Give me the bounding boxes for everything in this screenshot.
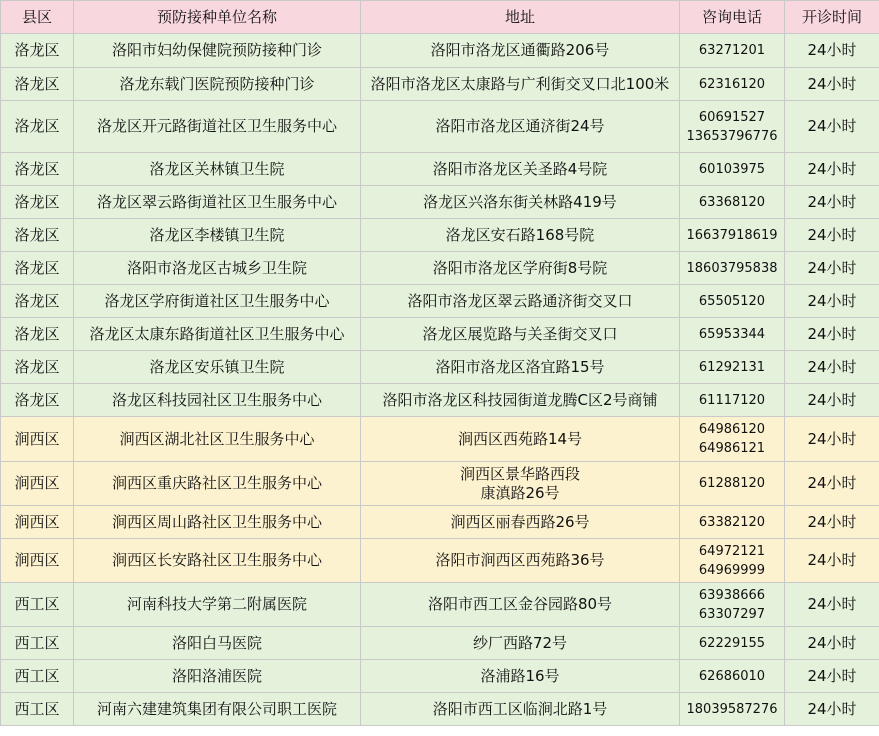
phone-cell <box>680 417 785 462</box>
address-cell <box>361 583 680 627</box>
phone-number: 63382120 <box>698 514 766 530</box>
site-name-cell: 河南六建建筑集团有限公司职工医院 <box>74 693 361 726</box>
site-name-cell: 涧西区湖北社区卫生服务中心 <box>74 417 361 462</box>
address-line: 涧西区西苑路14号 <box>457 429 583 448</box>
hours-cell: 24小时 <box>785 539 879 583</box>
phone-cell <box>680 34 785 68</box>
hours-cell: 24小时 <box>785 351 879 384</box>
phone-number: 60691527 <box>698 109 766 125</box>
address-cell <box>361 693 680 726</box>
table-row <box>1 506 879 539</box>
phone-cell <box>680 384 785 417</box>
address-line: 洛阳市洛龙区关圣路4号院 <box>432 159 608 178</box>
district-cell: 洛龙区 <box>1 219 74 252</box>
site-name-cell: 洛龙区关林镇卫生院 <box>74 153 361 186</box>
phone-number: 63271201 <box>698 43 766 58</box>
site-name-cell: 涧西区长安路社区卫生服务中心 <box>74 539 361 583</box>
phone-number: 16637918619 <box>686 227 778 243</box>
site-name-cell: 洛龙东载门医院预防接种门诊 <box>74 68 361 101</box>
site-name-cell: 洛阳市妇幼保健院预防接种门诊 <box>74 34 361 68</box>
site-name-cell: 洛龙区太康东路街道社区卫生服务中心 <box>74 318 361 351</box>
address-cell <box>361 627 680 660</box>
site-name-cell: 洛龙区学府街道社区卫生服务中心 <box>74 285 361 318</box>
hours-cell: 24小时 <box>785 627 879 660</box>
header-hours: 开诊时间 <box>785 1 879 34</box>
address-line: 洛浦路16号 <box>480 666 560 685</box>
phone-cell <box>680 101 785 153</box>
header-district: 县区 <box>1 1 74 34</box>
phone-number: 62316120 <box>698 76 766 92</box>
table-row <box>1 539 879 583</box>
district-cell: 洛龙区 <box>1 34 74 68</box>
address-line: 洛阳市洛龙区翠云路通济街交叉口 <box>407 291 633 310</box>
district-cell: 洛龙区 <box>1 384 74 417</box>
phone-number: 65953344 <box>698 326 766 342</box>
table-row <box>1 285 879 318</box>
site-name-cell: 洛龙区科技园社区卫生服务中心 <box>74 384 361 417</box>
address-line: 洛阳市洛龙区科技园街道龙腾C区2号商铺 <box>382 390 658 409</box>
phone-number: 62229155 <box>698 635 766 651</box>
district-cell: 洛龙区 <box>1 318 74 351</box>
table-row <box>1 583 879 627</box>
phone-cell <box>680 68 785 101</box>
phone-number: 61292131 <box>698 359 766 375</box>
site-name-cell: 涧西区重庆路社区卫生服务中心 <box>74 462 361 506</box>
phone-number: 61288120 <box>698 476 766 491</box>
district-cell: 洛龙区 <box>1 153 74 186</box>
site-name-cell: 洛阳白马医院 <box>74 627 361 660</box>
district-cell: 洛龙区 <box>1 186 74 219</box>
address-line: 洛阳市涧西区西苑路36号 <box>435 551 605 569</box>
site-name-cell: 洛龙区开元路街道社区卫生服务中心 <box>74 101 361 153</box>
header-site-name: 预防接种单位名称 <box>74 1 361 34</box>
header-address: 地址 <box>361 1 680 34</box>
phone-cell <box>680 462 785 506</box>
phone-number: 60103975 <box>698 161 766 177</box>
district-cell: 西工区 <box>1 660 74 693</box>
address-line: 涧西区丽春西路26号 <box>450 512 590 531</box>
table-row <box>1 462 879 506</box>
hours-cell: 24小时 <box>785 506 879 539</box>
phone-number: 63938666 <box>698 587 766 603</box>
phone-cell <box>680 539 785 583</box>
address-line: 康滇路26号 <box>480 483 560 502</box>
address-cell <box>361 68 680 101</box>
table-row <box>1 660 879 693</box>
address-cell <box>361 186 680 219</box>
address-cell <box>361 285 680 318</box>
district-cell: 涧西区 <box>1 506 74 539</box>
hours-cell: 24小时 <box>785 693 879 726</box>
phone-number: 64986120 <box>698 422 766 437</box>
hours-cell: 24小时 <box>785 417 879 462</box>
header-phone: 咨询电话 <box>680 1 785 34</box>
phone-cell <box>680 660 785 693</box>
hours-cell: 24小时 <box>785 318 879 351</box>
table-row <box>1 351 879 384</box>
hours-cell: 24小时 <box>785 153 879 186</box>
phone-cell <box>680 351 785 384</box>
phone-number: 18039587276 <box>686 701 778 717</box>
phone-number: 64972121 <box>698 543 766 559</box>
address-line: 洛阳市洛龙区通衢路206号 <box>430 41 610 59</box>
site-name-cell: 涧西区周山路社区卫生服务中心 <box>74 506 361 539</box>
hours-cell: 24小时 <box>785 34 879 68</box>
address-cell <box>361 660 680 693</box>
address-cell <box>361 506 680 539</box>
phone-number: 62686010 <box>698 668 766 684</box>
address-cell <box>361 219 680 252</box>
district-cell: 洛龙区 <box>1 68 74 101</box>
table-row <box>1 417 879 462</box>
phone-cell <box>680 318 785 351</box>
hours-cell: 24小时 <box>785 462 879 506</box>
address-line: 涧西区景华路西段 <box>459 464 580 483</box>
hours-cell: 24小时 <box>785 219 879 252</box>
table-row <box>1 318 879 351</box>
address-cell <box>361 101 680 153</box>
phone-number: 64969999 <box>698 562 766 578</box>
address-line: 洛阳市洛龙区洛宜路15号 <box>435 357 605 376</box>
site-name-cell: 洛龙区李楼镇卫生院 <box>74 219 361 252</box>
phone-number: 61117120 <box>698 392 766 408</box>
table-row <box>1 219 879 252</box>
address-line: 洛龙区兴洛东街关林路419号 <box>423 192 617 211</box>
phone-cell <box>680 219 785 252</box>
table-row <box>1 34 879 68</box>
table-row <box>1 627 879 660</box>
address-line: 洛龙区展览路与关圣街交叉口 <box>422 324 618 343</box>
phone-number: 63307297 <box>698 606 766 622</box>
hours-cell: 24小时 <box>785 101 879 153</box>
table-row <box>1 153 879 186</box>
phone-number: 65505120 <box>698 293 766 309</box>
phone-cell <box>680 285 785 318</box>
hours-cell: 24小时 <box>785 68 879 101</box>
phone-cell <box>680 153 785 186</box>
district-cell: 洛龙区 <box>1 285 74 318</box>
phone-number: 64986121 <box>698 441 766 456</box>
district-cell: 洛龙区 <box>1 252 74 285</box>
phone-cell <box>680 252 785 285</box>
phone-cell <box>680 627 785 660</box>
phone-cell <box>680 506 785 539</box>
site-name-cell: 洛阳洛浦医院 <box>74 660 361 693</box>
phone-number: 18603795838 <box>686 260 778 276</box>
address-cell <box>361 462 680 506</box>
header-row <box>1 1 879 34</box>
hours-cell: 24小时 <box>785 285 879 318</box>
site-name-cell: 洛龙区翠云路街道社区卫生服务中心 <box>74 186 361 219</box>
address-cell <box>361 351 680 384</box>
address-line: 洛阳市西工区金谷园路80号 <box>427 595 613 613</box>
table-body <box>1 34 879 726</box>
hours-cell: 24小时 <box>785 384 879 417</box>
table-row <box>1 252 879 285</box>
hours-cell: 24小时 <box>785 660 879 693</box>
phone-cell <box>680 583 785 627</box>
address-line: 洛阳市洛龙区学府街8号院 <box>432 258 608 277</box>
table-row <box>1 384 879 417</box>
district-cell: 洛龙区 <box>1 351 74 384</box>
address-line: 洛阳市洛龙区太康路与广利街交叉口北100米 <box>370 74 670 93</box>
table-row <box>1 68 879 101</box>
district-cell: 涧西区 <box>1 462 74 506</box>
address-cell <box>361 417 680 462</box>
hours-cell: 24小时 <box>785 252 879 285</box>
district-cell: 涧西区 <box>1 539 74 583</box>
site-name-cell: 洛龙区安乐镇卫生院 <box>74 351 361 384</box>
phone-cell <box>680 693 785 726</box>
table-row <box>1 693 879 726</box>
address-cell <box>361 252 680 285</box>
phone-number: 63368120 <box>698 194 766 210</box>
address-cell <box>361 539 680 583</box>
address-cell <box>361 384 680 417</box>
hours-cell: 24小时 <box>785 583 879 627</box>
district-cell: 西工区 <box>1 583 74 627</box>
address-line: 纱厂西路72号 <box>472 633 568 652</box>
phone-cell <box>680 186 785 219</box>
address-line: 洛龙区安石路168号院 <box>445 225 595 244</box>
district-cell: 西工区 <box>1 693 74 726</box>
district-cell: 涧西区 <box>1 417 74 462</box>
district-cell: 西工区 <box>1 627 74 660</box>
address-line: 洛阳市西工区临涧北路1号 <box>432 699 608 718</box>
address-cell <box>361 153 680 186</box>
site-name-cell: 河南科技大学第二附属医院 <box>74 583 361 627</box>
table-row <box>1 186 879 219</box>
address-cell <box>361 34 680 68</box>
district-cell: 洛龙区 <box>1 101 74 153</box>
address-line: 洛阳市洛龙区通济街24号 <box>435 117 605 135</box>
phone-number: 13653796776 <box>686 128 778 144</box>
table-row <box>1 101 879 153</box>
site-name-cell: 洛阳市洛龙区古城乡卫生院 <box>74 252 361 285</box>
address-cell <box>361 318 680 351</box>
hours-cell: 24小时 <box>785 186 879 219</box>
